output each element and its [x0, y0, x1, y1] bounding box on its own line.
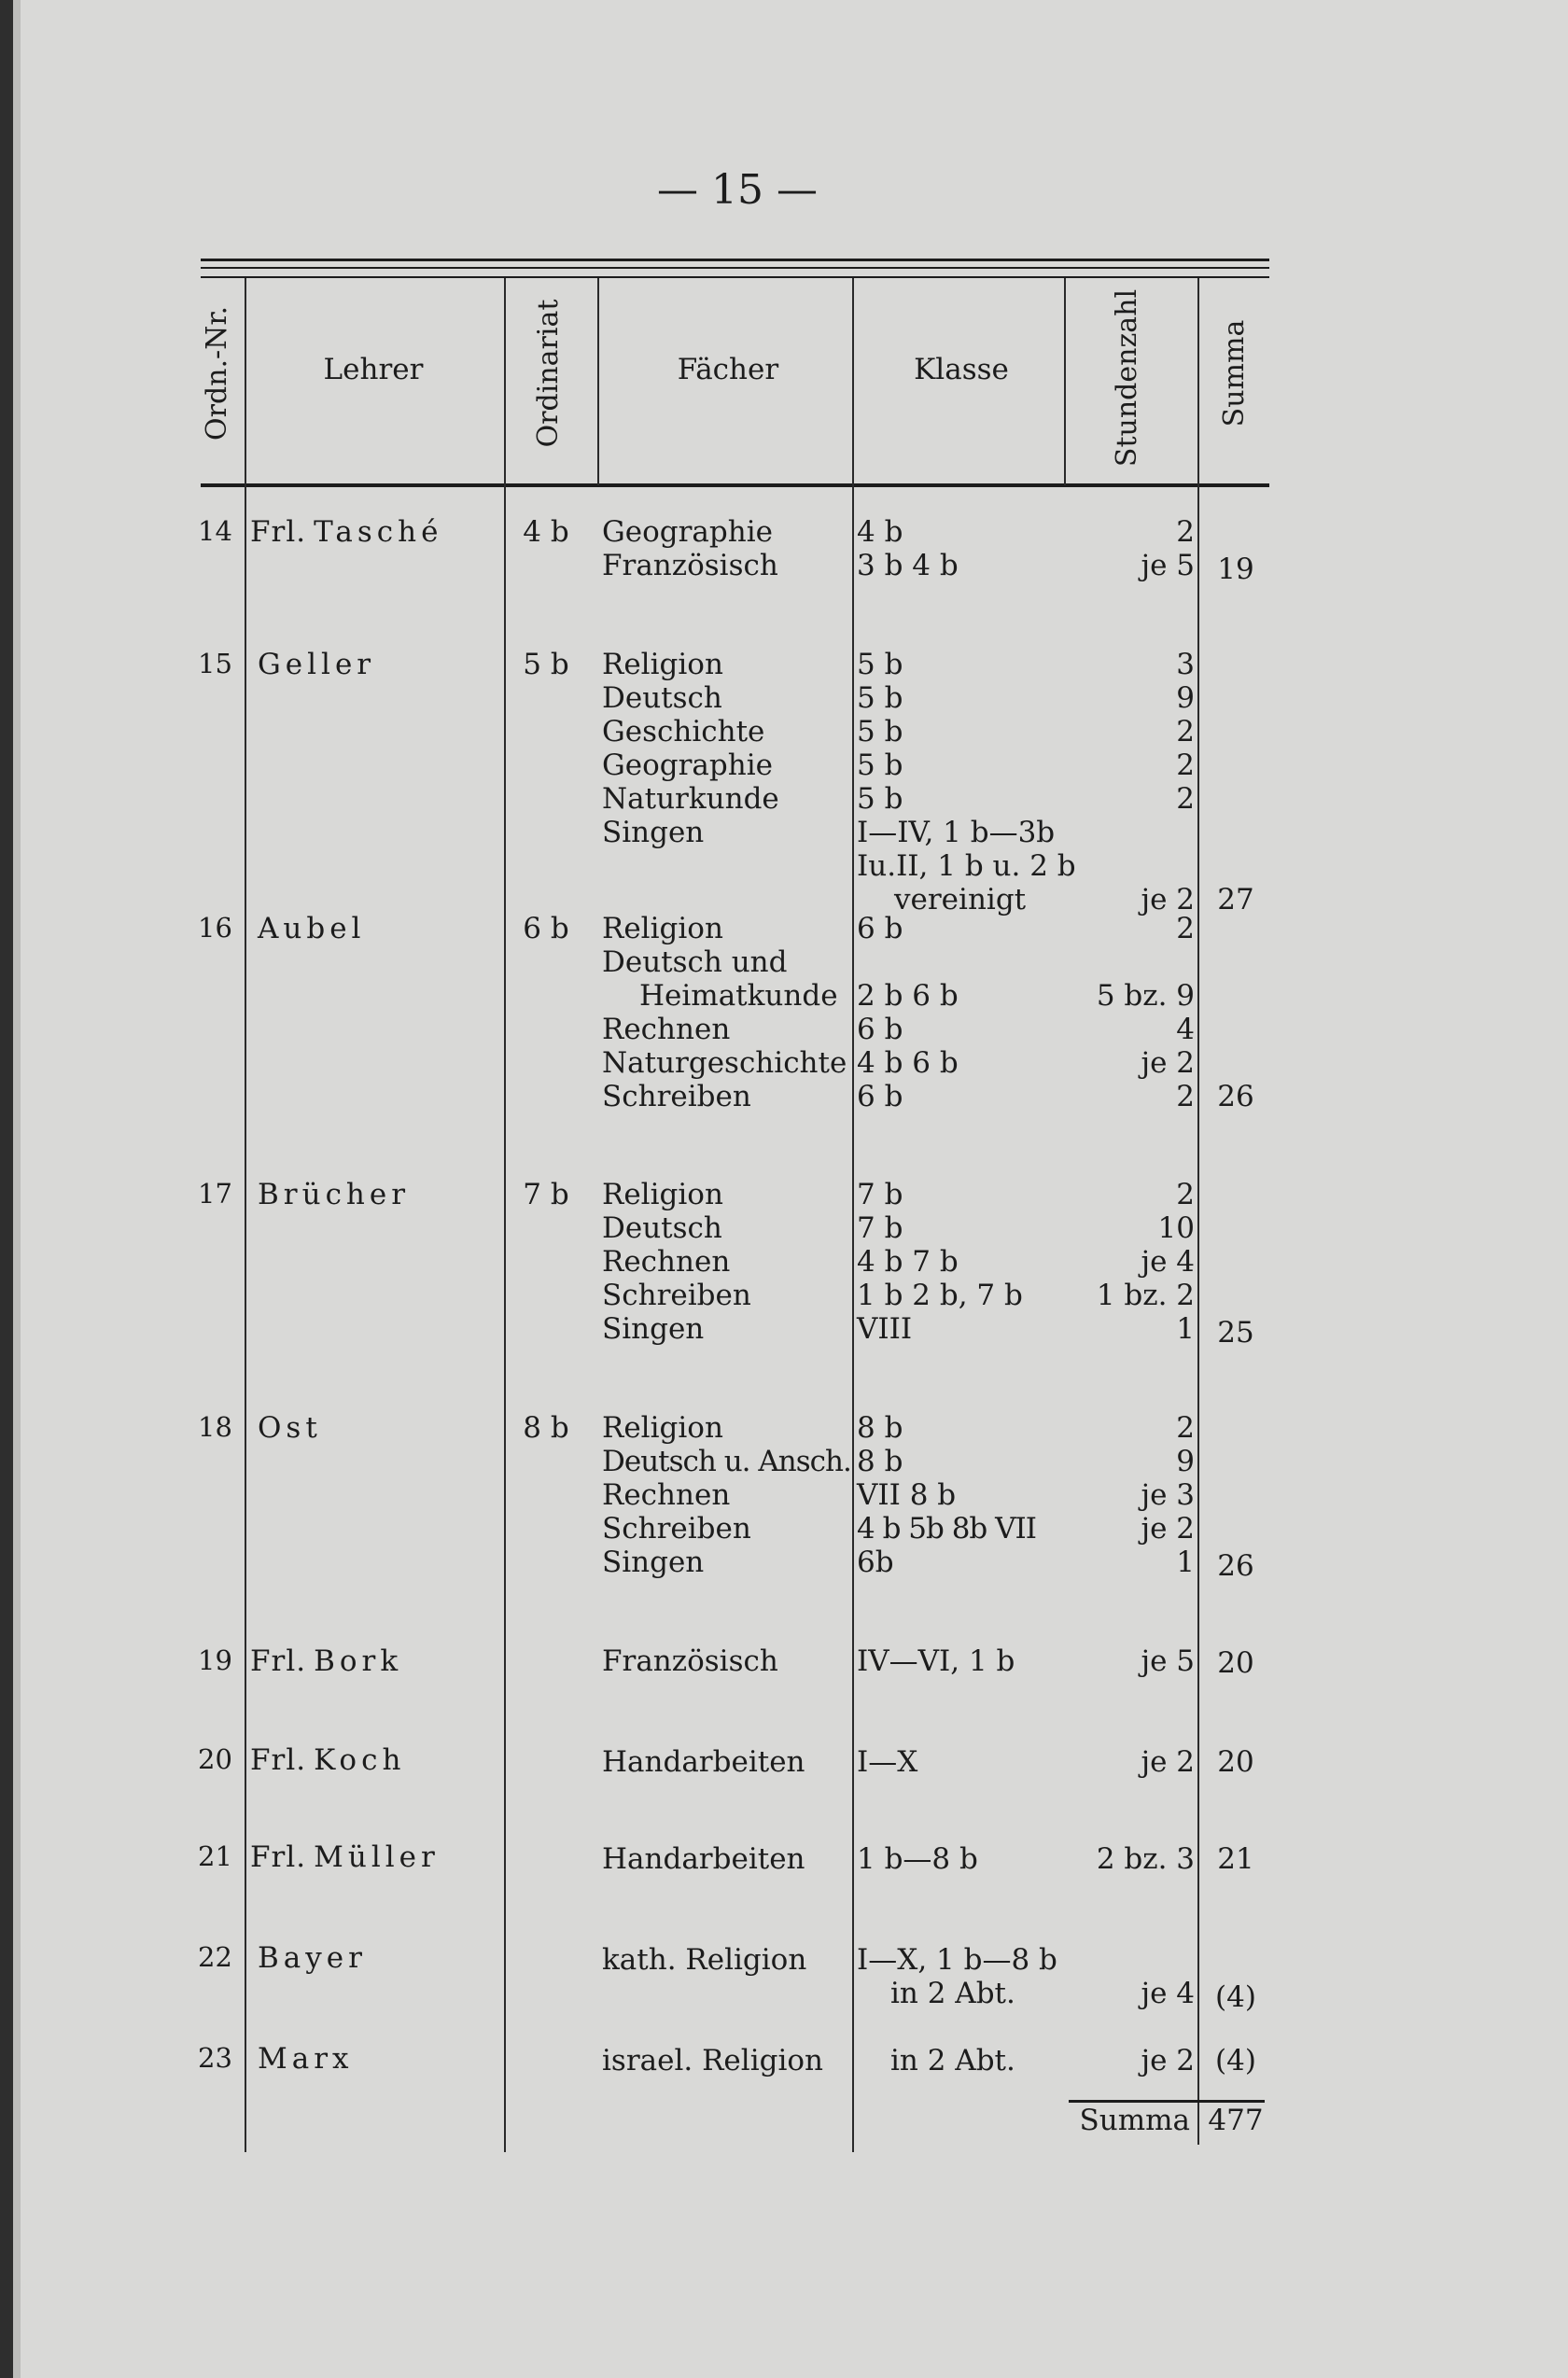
teacher-name: [250, 1941, 367, 1975]
ordinariat-value: 8 b: [523, 1411, 569, 1445]
hours: [1064, 1178, 1195, 1346]
teacher-name: [250, 648, 375, 681]
classes: [857, 2044, 1062, 2077]
hour: 10: [1157, 1211, 1195, 1245]
hours: [1064, 515, 1195, 582]
row-number: 18: [198, 1411, 232, 1443]
class: 6 b: [857, 1013, 903, 1046]
hour: 2: [1176, 782, 1195, 816]
hour: 9: [1176, 1445, 1195, 1478]
row-summa: 21: [1217, 1842, 1254, 1876]
header-ordn: Ordn.-Nr.: [201, 306, 233, 441]
class: 5 b: [857, 681, 903, 715]
row-summa: 20: [1217, 1646, 1254, 1680]
ordinariat-value: 6 b: [523, 912, 569, 945]
row-number: 21: [198, 1840, 232, 1872]
hours: [1064, 648, 1195, 916]
subject: Naturkunde: [602, 782, 779, 816]
row-number: 16: [198, 912, 232, 944]
row-number: 20: [198, 1743, 232, 1775]
class: 7 b: [857, 1211, 903, 1245]
class: I—X: [857, 1745, 918, 1779]
subject: Religion: [602, 1178, 723, 1211]
hour: 2 bz. 3: [1096, 1842, 1195, 1876]
class: 8 b: [857, 1445, 903, 1478]
class: I—IV, 1 b—3b: [857, 816, 1056, 849]
header-faecher: Fächer: [677, 353, 779, 386]
teacher-surname: Tasché: [314, 515, 443, 549]
class: vereinigt: [894, 883, 1027, 916]
header-rule: [201, 483, 1269, 487]
class: 5 b: [857, 782, 903, 816]
hour: [1064, 945, 1195, 979]
hour: [1064, 1943, 1195, 1977]
classes: [857, 1745, 1062, 1779]
hour: 2: [1176, 515, 1195, 549]
subject: Geographie: [602, 748, 773, 782]
subjects: [602, 1644, 854, 1678]
row-summa: 26: [1217, 1080, 1254, 1113]
teacher-name: [250, 1743, 405, 1777]
subject: [602, 849, 854, 883]
subjects: [602, 515, 854, 582]
class: 1 b—8 b: [857, 1842, 978, 1876]
header-lehrer: Lehrer: [323, 353, 424, 386]
ordinariat-value: 7 b: [523, 1178, 569, 1211]
class: 5 b: [857, 748, 903, 782]
subject: Handarbeiten: [602, 1745, 805, 1779]
teacher-surname: Aubel: [258, 912, 366, 945]
row-number: 14: [198, 515, 232, 547]
header-summa: Summa: [1218, 319, 1251, 427]
hours: [1064, 1644, 1195, 1678]
class: 2 b 6 b: [857, 979, 959, 1013]
hours: [1064, 1745, 1195, 1779]
hour: 1: [1176, 1312, 1195, 1346]
subjects: [602, 1745, 854, 1779]
subject: Geschichte: [602, 715, 765, 748]
subjects: [602, 1943, 854, 2010]
subject: kath. Religion: [602, 1943, 807, 1977]
hour: je 2: [1141, 2044, 1195, 2077]
row-summa: (4): [1215, 2044, 1256, 2077]
teacher-name: [250, 1178, 410, 1211]
teacher-surname: Marx: [258, 2042, 354, 2076]
teacher-prefix: Frl.: [250, 1743, 307, 1777]
subject: Handarbeiten: [602, 1842, 805, 1876]
subjects: [602, 2044, 854, 2077]
subject: [602, 1977, 854, 2010]
teacher-name: [250, 1840, 440, 1874]
teacher-surname: Koch: [314, 1743, 406, 1777]
hours: [1064, 1943, 1195, 2010]
teacher-name: [250, 1644, 402, 1678]
teacher-prefix: Frl.: [250, 515, 307, 549]
class: 6 b: [857, 1080, 903, 1113]
hour: 1 bz. 2: [1096, 1279, 1195, 1312]
hour: 2: [1176, 715, 1195, 748]
ordinariat-value: 4 b: [523, 515, 569, 549]
hour: 2: [1176, 912, 1195, 945]
row-number: 15: [198, 648, 232, 679]
hour: [1064, 816, 1195, 849]
hour: je 2: [1141, 1745, 1195, 1779]
hour: je 5: [1141, 549, 1195, 582]
total-rule: [1069, 2100, 1265, 2103]
class: [857, 945, 1062, 979]
class: in 2 Abt.: [890, 2044, 1015, 2077]
header-klasse: Klasse: [914, 353, 1009, 386]
header-ordinariat: Ordinariat: [532, 299, 565, 448]
row-summa: 27: [1217, 883, 1254, 916]
class: VIII: [857, 1312, 913, 1346]
subject: Naturgeschichte: [602, 1046, 847, 1080]
subject: Schreiben: [602, 1279, 751, 1312]
row-summa: 26: [1217, 1549, 1254, 1583]
subject: Singen: [602, 816, 705, 849]
class: I—X, 1 b—8 b: [857, 1943, 1057, 1977]
class: 4 b 6 b: [857, 1046, 959, 1080]
teacher-name: [250, 1411, 322, 1445]
class: 4 b 5b 8b VII: [857, 1512, 1036, 1546]
subject: Deutsch u. Ansch.: [602, 1445, 851, 1478]
teacher-surname: Brücher: [258, 1178, 411, 1211]
subject: Deutsch und: [602, 945, 788, 979]
row-summa: 25: [1217, 1316, 1254, 1350]
subject: Schreiben: [602, 1512, 751, 1546]
subject: Singen: [602, 1312, 705, 1346]
column-divider-1: [245, 278, 246, 2152]
subject: Französisch: [602, 1644, 778, 1678]
subject: Deutsch: [602, 681, 722, 715]
hour: 2: [1176, 748, 1195, 782]
row-number: 22: [198, 1941, 232, 1973]
class: Iu.II, 1 b u. 2 b: [857, 849, 1076, 883]
column-divider-5: [1064, 278, 1066, 485]
hour: je 4: [1141, 1977, 1195, 2010]
class: 4 b 7 b: [857, 1245, 959, 1279]
hour: 3: [1176, 648, 1195, 681]
class: 3 b 4 b: [857, 549, 959, 582]
teacher-surname: Geller: [258, 648, 376, 681]
hour: 2: [1176, 1178, 1195, 1211]
hours: [1064, 1842, 1195, 1876]
page-edge-shadow: [13, 0, 21, 2378]
teacher-name: [250, 912, 365, 945]
row-summa: 19: [1217, 553, 1254, 586]
classes: [857, 1644, 1062, 1678]
teacher-prefix: Frl.: [250, 1644, 307, 1678]
subject: Religion: [602, 648, 723, 681]
classes: [857, 912, 1062, 1113]
subject: Rechnen: [602, 1245, 731, 1279]
hours: [1064, 2044, 1195, 2077]
hour: 1: [1176, 1546, 1195, 1579]
total-label: Summa: [1079, 2104, 1190, 2137]
hour: je 5: [1141, 1644, 1195, 1678]
subjects: [602, 1411, 854, 1579]
classes: [857, 648, 1076, 916]
subjects: [602, 1842, 854, 1876]
row-summa: 20: [1217, 1745, 1254, 1779]
header-stundenzahl: Stundenzahl: [1111, 288, 1143, 468]
classes: [857, 515, 1062, 582]
class: 4 b: [857, 515, 903, 549]
subjects: [602, 648, 854, 916]
hour: je 2: [1141, 1512, 1195, 1546]
classes: [857, 1411, 1062, 1579]
teacher-surname: Müller: [314, 1840, 440, 1874]
hour: je 3: [1141, 1478, 1195, 1512]
subject: Heimatkunde: [639, 979, 838, 1013]
hour: [1064, 849, 1195, 883]
column-divider-3: [597, 278, 599, 485]
classes: [857, 1178, 1062, 1346]
column-divider-2: [504, 278, 506, 2152]
subject: Rechnen: [602, 1478, 731, 1512]
hour: je 2: [1141, 1046, 1195, 1080]
teacher-surname: Bayer: [258, 1941, 367, 1975]
class: 5 b: [857, 648, 903, 681]
hour: je 2: [1141, 883, 1195, 916]
hours: [1064, 912, 1195, 1113]
classes: [857, 1943, 1062, 2010]
top-rule-2: [201, 267, 1269, 269]
class: 8 b: [857, 1411, 903, 1445]
class: 5 b: [857, 715, 903, 748]
classes: [857, 1842, 1062, 1876]
teacher-prefix: Frl.: [250, 1840, 307, 1874]
hour: 2: [1176, 1080, 1195, 1113]
subject: Schreiben: [602, 1080, 751, 1113]
subject: Französisch: [602, 549, 778, 582]
hour: 5 bz. 9: [1096, 979, 1195, 1013]
teacher-surname: Ost: [258, 1411, 322, 1445]
hour: je 4: [1141, 1245, 1195, 1279]
row-number: 17: [198, 1178, 232, 1210]
teacher-name: [250, 2042, 354, 2076]
class: in 2 Abt.: [890, 1977, 1015, 2010]
teacher-name: [250, 515, 442, 549]
teacher-surname: Bork: [314, 1644, 403, 1678]
class: 1 b 2 b, 7 b: [857, 1279, 1023, 1312]
subject: Geographie: [602, 515, 773, 549]
hour: 4: [1176, 1013, 1195, 1046]
subjects: [602, 912, 854, 1113]
top-rule-3: [201, 276, 1269, 278]
page-edge: [0, 0, 13, 2378]
subject: israel. Religion: [602, 2044, 823, 2077]
subject: Singen: [602, 1546, 705, 1579]
top-rule-1: [201, 259, 1269, 261]
subject: Religion: [602, 912, 723, 945]
row-number: 19: [198, 1644, 232, 1676]
subject: Rechnen: [602, 1013, 731, 1046]
class: 6 b: [857, 912, 903, 945]
class: 7 b: [857, 1178, 903, 1211]
hours: [1064, 1411, 1195, 1579]
hour: 2: [1176, 1411, 1195, 1445]
total-value: 477: [1208, 2104, 1264, 2137]
hour: 9: [1176, 681, 1195, 715]
page-number: — 15 —: [657, 166, 818, 214]
ordinariat-value: 5 b: [523, 648, 569, 681]
class: VII 8 b: [857, 1478, 957, 1512]
row-summa: (4): [1215, 1980, 1256, 2014]
row-number: 23: [198, 2042, 232, 2074]
subject: Religion: [602, 1411, 723, 1445]
class: IV—VI, 1 b: [857, 1644, 1015, 1678]
class: 6b: [857, 1546, 894, 1579]
subject: Deutsch: [602, 1211, 722, 1245]
subjects: [602, 1178, 854, 1346]
